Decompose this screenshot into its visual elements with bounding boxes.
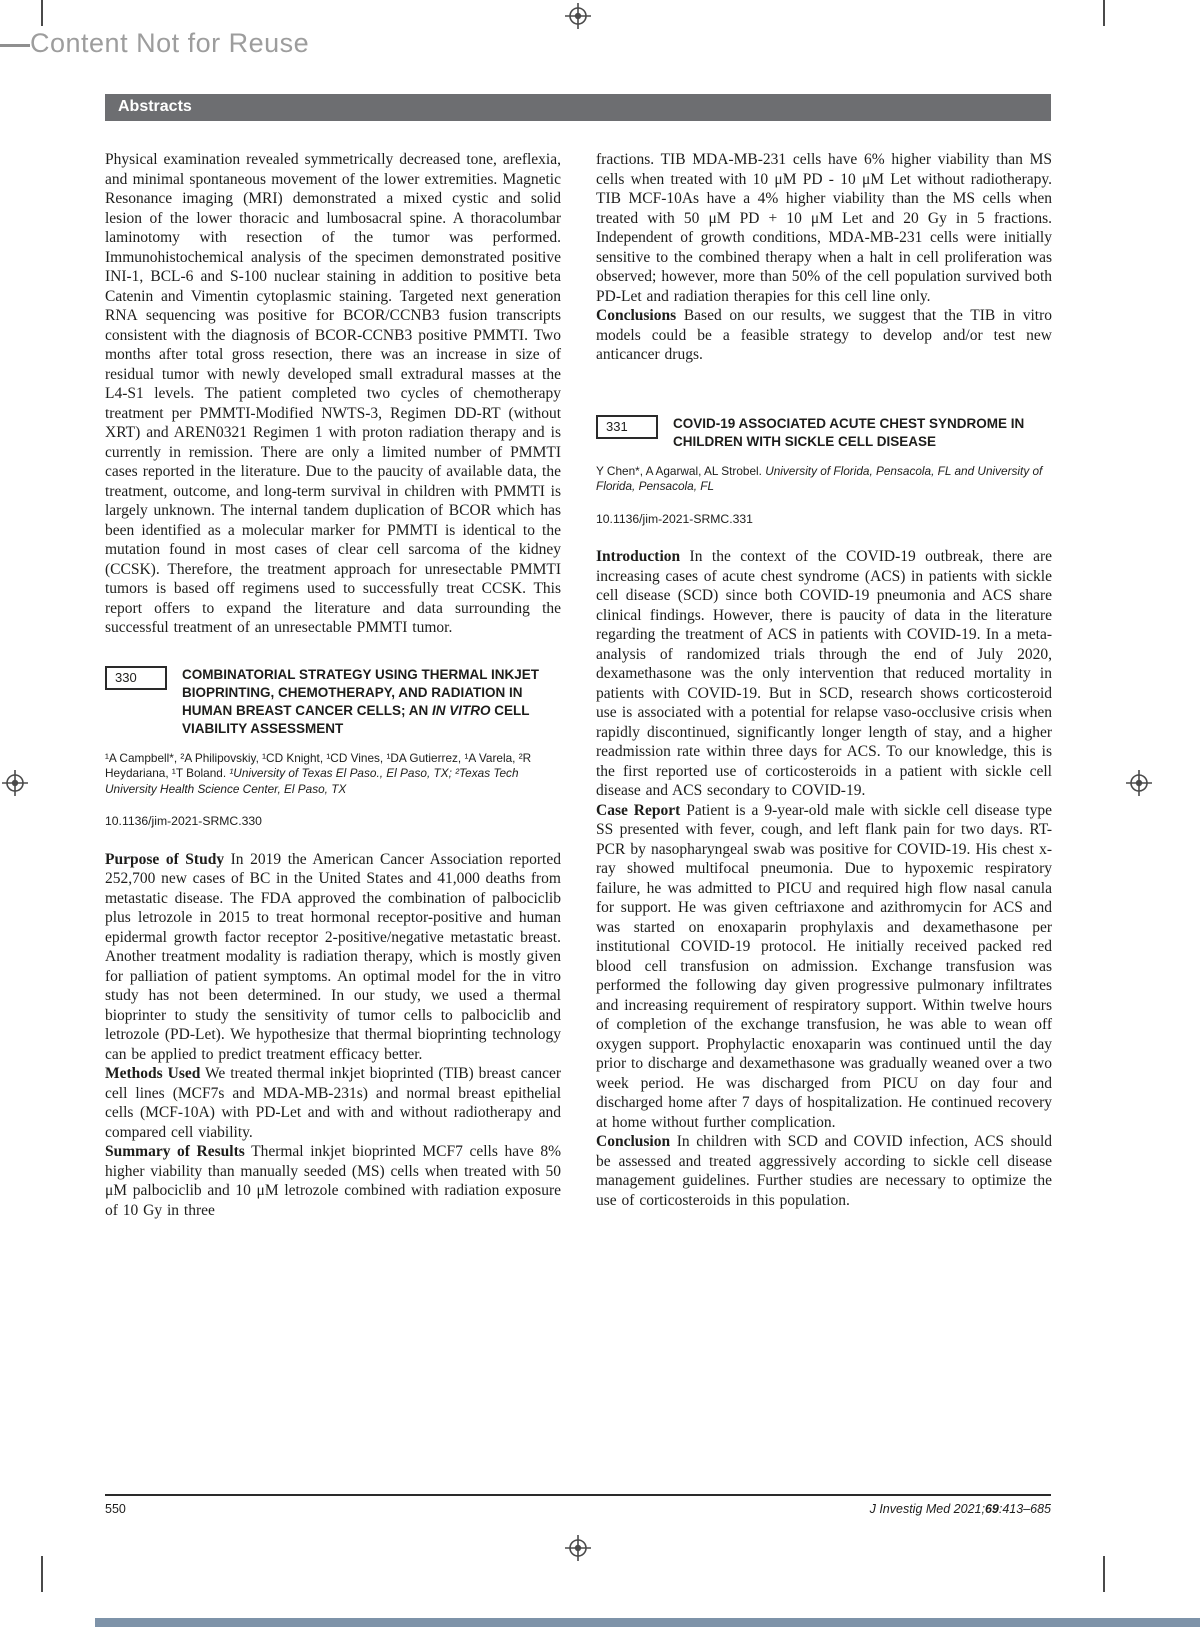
watermark-text: Content Not for Reuse [30, 28, 310, 58]
authors-affiliations: University of Florida, Pensacola, FL and University of Florida, Pensacola, FL [596, 463, 1043, 493]
left-column [105, 150, 561, 1220]
abstract-331-header [596, 415, 1052, 451]
abstract-number-box: 330 [105, 666, 167, 690]
authors-names: Y Chen*, A Agarwal, AL Strobel. [596, 463, 766, 478]
abstract-330 [105, 666, 561, 1221]
footer-journal-ref [870, 1502, 1051, 1516]
crop-mark-bottom-right [1103, 1556, 1105, 1592]
crop-mark-top-left [41, 0, 43, 26]
journal-volume: 69 [984, 1502, 999, 1516]
section-label: Conclusion [596, 1133, 671, 1150]
section-summary-of-results [105, 1142, 561, 1220]
section-methods-used [105, 1064, 561, 1142]
abstract-title [182, 666, 561, 738]
section-text: Patient is a 9-year-old male with sickle cell disease type SS presented with fever, cough, and left flank pain for two days. RT-PCR by nasopharyngeal swab was positive for COVID-19. His chest x-ray showed multifocal pneumonia. Due to hypoxemic respiratory failure, he was admitted to PICU and required high flow nasal canula for support. He was given ceftriaxone and azithromycin for ACS and was started on enoxaparin prophylaxis and dexamethasone per institutional COVID-19 protocol. He initially received packed red blood cell transfusion on admission. Exchange transfusion was performed the following day given progressive pulmonary infiltrates and increasing requirement of respiratory support. Within twelve hours of completion of the exchange transfusion, he was able to wean off oxygen support. Prophylactic enoxaparin was continued until the day prior to discharge and dexamethasone was gradually weaned over a two week period. He was discharged from PICU on day four and discharged home after 7 days of hospitalization. He continued recovery at home without further complication. [596, 801, 1052, 1131]
crop-mark-bottom-left [41, 1556, 43, 1592]
journal-name: J Investig Med [869, 1502, 951, 1516]
abstracts-header-bar [105, 94, 1051, 121]
authors-affiliations: ¹University of Texas El Paso., El Paso, TX; ²Texas Tech University Health Science Center, El Paso, TX [105, 766, 519, 796]
abstract-continuation-paragraph: Physical examination revealed symmetrically decreased tone, areflexia, and minimal spontaneous movement of the lower extremities. Magnetic Resonance imaging (MRI) demonstrated a mixed cystic and solid lesion of the lower thoracic and lumbosacral spine. A thoracolumbar laminotomy with resection of the tumor was performed. Immunohistochemical analysis of the specimen demonstrated positive INI-1, BCL-6 and S-100 nuclear staining in addition to positive beta Catenin and Vimentin cytoplasmic staining. Targeted next generation RNA sequencing was positive for BCOR/CCNB3 fusion transcripts consistent with the diagnosis of BCOR-CCNB3 positive PMMTI. Two months after total gross resection, there was an increase in size of residual tumor with newly developed small extradural masses at the L4-S1 levels. The patient completed two cycles of chemotherapy treatment per PMMTI-Modified NWTS-3, Regimen DD-RT (without XRT) and AREN0321 Regimen 1 with proton radiation therapy and is currently in remission. There are only a limited number of PMMTI cases reported in the literature. Due to the paucity of available data, the treatment, outcome, and long-term survival in children with PMMTI is largely unknown. The internal tandem duplication of BCOR which has been identified as a molecular marker for PMMTI is identical to the mutation found in most cases of clear cell sarcoma of the kidney (CCSK). Therefore, the treatment approach for unresectable PMMTI tumors is based off regimens used to successfully treat CCSK. This report offers to expand the literature and data surrounding the successful treatment of an unresectable PMMTI tumor. [105, 151, 561, 636]
authors-line [596, 464, 1052, 495]
section-label: Summary of Results [105, 1143, 245, 1160]
registration-mark-right [1125, 769, 1153, 797]
abstract-330-header [105, 666, 561, 738]
abstract-title-italic: IN VITRO [432, 702, 491, 718]
abstract-330-body [105, 850, 561, 1221]
right-column [596, 150, 1052, 1210]
section-label: Purpose of Study [105, 850, 225, 868]
abstract-331-body [596, 547, 1052, 1210]
footer-page-number: 550 [105, 1502, 126, 1516]
abstract-title-text: COMBINATORIAL STRATEGY USING THERMAL INKJET BIOPRINTING, CHEMOTHERAPY, AND RADIATION IN HUMAN BREAST CANCER CELLS; AN [182, 666, 540, 718]
doi-line: 10.1136/jim-2021-SRMC.331 [596, 511, 753, 526]
authors-names: ¹A Campbell*, ²A Philipovskiy, ¹CD Knight, ¹CD Vines, ¹DA Gutierrez, ¹A Varela, ²R Heydariana, ¹T Boland. [105, 750, 532, 780]
section-label: Introduction [596, 548, 681, 565]
abstract-title: COVID-19 ASSOCIATED ACUTE CHEST SYNDROME IN CHILDREN WITH SICKLE CELL DISEASE [673, 415, 1025, 449]
section-text: Based on our results, we suggest that the TIB in vitro models could be a feasible strategy to develop and/or test new anticancer drugs. [596, 307, 1052, 363]
section-text: In children with SCD and COVID infection, ACS should be assessed and treated aggressively according to sickle cell disease management guidelines. Further studies are necessary to optimize the use of corticosteroids in this population. [596, 1133, 1052, 1209]
section-text: Thermal inkjet bioprinted MCF7 cells have 8% higher viability than manually seeded (MS) cells when treated with 50 μM palbociclib and 10 μM letrozole combined with radiation exposure of 10 Gy in three [105, 1143, 561, 1219]
section-case-report [596, 801, 1052, 1133]
section-label: Conclusions [596, 307, 677, 324]
footer [105, 1502, 1051, 1516]
section-text: In 2019 the American Cancer Association reported 252,700 new cases of BC in the United States and 41,000 deaths from metastatic disease. The FDA approved the combination of palbociclib plus letrozole in 2015 to treat hormonal receptor-positive and human epidermal growth factor receptor 2-positive/negative metastatic breast. Another treatment modality is radiation therapy, which is mostly given for palliation of patient symptoms. An optimal model for the in vitro study has not been determined. In our study, we used a thermal bioprinter to study the sensitivity of tumor cells to palbociclib and letrozole (PD-Let). We hypothesize that thermal bioprinting technology can be applied to predict treatment efficacy better. [105, 850, 561, 1063]
section-label: Methods Used [105, 1065, 201, 1082]
section-purpose-of-study [105, 850, 561, 1065]
registration-mark-left [1, 769, 29, 797]
crop-mark-left-horizontal [0, 44, 30, 47]
abstract-number-box: 331 [596, 415, 658, 439]
results-continuation-paragraph: fractions. TIB MDA-MB-231 cells have 6% higher viability than MS cells when treated with 10 μM PD - 10 μM Let without radiotherapy. TIB MCF-10As have a 4% higher viability than the MS cells when treated with 50 μM PD + 10 μM Let and 20 Gy in 5 fractions. Independent of growth conditions, MDA-MB-231 cells were initially sensitive to the combined therapy when a halt in cell proliferation was observed; however, more than 50% of the cell population survived both PD-Let and radiation therapies for this cell line only. [596, 151, 1052, 305]
abstract-331 [596, 415, 1052, 1211]
section-text: In the context of the COVID-19 outbreak, there are increasing cases of acute chest syndrome (ACS) in patients with sickle cell disease (SCD) since both COVID-19 pneumonia and ACS share clinical findings. However, there is paucity of data in the literature regarding the treatment of ACS in patients with COVID-19. In a meta-analysis of randomized trials through the end of July 2020, dexamethasone was the only intervention that reduced mortality in patients with COVID-19. But in SCD, research shows corticosteroid use is associated with a potential for relapse vaso-occlusive crisis when rapidly discontinued, significantly longer length of stay, and a higher readmission rate within three days for ACS. To our knowledge, this is the first reported use of corticosteroids in a patient with sickle cell disease and ACS secondary to COVID-19. [596, 548, 1052, 799]
registration-mark-bottom [564, 1534, 592, 1562]
section-conclusion [596, 1132, 1052, 1210]
journal-year: 2021; [950, 1502, 985, 1516]
section-label: Case Report [596, 801, 681, 819]
crop-mark-top-right [1103, 0, 1105, 26]
section-introduction [596, 547, 1052, 801]
bottom-edge-strip [95, 1618, 1200, 1627]
abstract-title-tail: CELL VIABILITY ASSESSMENT [182, 702, 530, 736]
section-text: We treated thermal inkjet bioprinted (TIB) breast cancer cell lines (MCF7s and MDA-MB-231s) and normal breast epithelial cells (MCF-10A) with PD-Let and with and without radiotherapy and compared cell viability. [105, 1065, 562, 1141]
journal-pages: :413–685 [998, 1502, 1051, 1516]
authors-line [105, 751, 561, 798]
doi-line: 10.1136/jim-2021-SRMC.330 [105, 814, 262, 828]
section-conclusions [596, 306, 1052, 365]
footer-rule [105, 1494, 1051, 1496]
registration-mark-top [564, 2, 592, 30]
abstracts-header-label: Abstracts [118, 98, 192, 115]
